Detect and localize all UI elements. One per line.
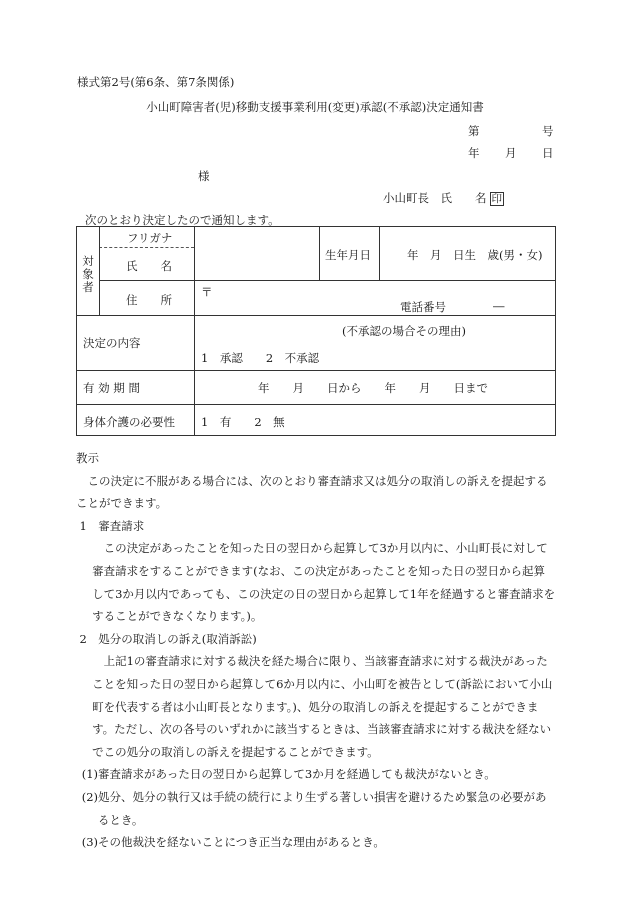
phone-label: 電話番号: [400, 300, 446, 314]
target-label: 対象者: [82, 254, 94, 294]
item-2: (2)処分、処分の執行又は手続の続行により生ずる著しい損害を避けるため緊急の必要があるとき。: [81, 789, 547, 827]
issuer-name: 小山町長 氏 名: [383, 191, 487, 205]
validity-value: 年 月 日から 年 月 日まで: [258, 381, 488, 395]
decision-reason: (不承認の場合その理由): [342, 324, 466, 338]
furigana-label: フリガナ: [127, 231, 173, 245]
section-1-body: この決定があったことを知った日の翌日から起算して3か月以内に、小山町長に対して審査請求をすることができます(なお、この決定があったことを知った日の翌日から起算して3か月以内であっても、この決定の日の翌日から起算して1年を経過すると審査請求をすることができなくなります。)。: [92, 541, 556, 624]
instruction-section: [76, 447, 556, 854]
seal-mark: 印: [491, 193, 502, 205]
furigana-field[interactable]: [195, 228, 318, 247]
postal-mark: 〒: [201, 285, 213, 299]
name-label: 氏 名: [126, 259, 172, 273]
date-year: 年: [468, 146, 480, 160]
section-2-title: 2 処分の取消しの訴え(取消訴訟): [79, 631, 257, 646]
number-prefix: 第: [468, 124, 480, 138]
issuer-line: [383, 190, 504, 206]
care-label: 身体介護の必要性: [83, 415, 175, 429]
number-suffix: 号: [542, 124, 554, 138]
document-title: 小山町障害者(児)移動支援事業利用(変更)承認(不承認)決定通知書: [146, 100, 484, 114]
instruction-intro: この決定に不服がある場合には、次のとおり審査請求又は処分の取消しの訴えを提起することができます。: [76, 473, 548, 511]
intro-text: 次のとおり決定したので通知します。: [85, 213, 280, 227]
item-1: (1)審査請求があった日の翌日から起算して3か月を経過しても裁決がないとき。: [81, 767, 496, 782]
address-label: 住 所: [126, 293, 172, 307]
date-month: 月: [505, 146, 517, 160]
addressee-suffix: 様: [198, 169, 210, 183]
phone-dash: ―: [493, 299, 505, 313]
date-day: 日: [542, 146, 554, 160]
name-field[interactable]: [195, 248, 318, 279]
form-number: 様式第2号(第6条、第7条関係): [77, 75, 235, 89]
dob-value: 年 月 日生 歳(男・女): [407, 248, 543, 262]
validity-label: 有 効 期 間: [83, 381, 140, 395]
instruction-heading: 教示: [76, 451, 99, 465]
dob-label: 生年月日: [325, 248, 371, 262]
decision-table: [76, 226, 556, 436]
decision-label: 決定の内容: [83, 336, 141, 350]
decision-options: 1 承認 2 不承認: [201, 351, 320, 365]
section-1-title: 1 審査請求: [79, 518, 145, 533]
care-options: 1 有 2 無: [201, 415, 285, 429]
item-3: (3)その他裁決を経ないことにつき正当な理由があるとき。: [81, 835, 385, 850]
section-2-body: 上記1の審査請求に対する裁決を経た場合に限り、当該審査請求に対する裁決があったことを知った日の翌日から起算して6か月以内に、小山町を被告として(訴訟において小山町を代表する者は小山町長となります。)、処分の取消しの訴えを提起することができます。ただし、次の各号のいずれかに該当するときは、当該審査請求に対する裁決を経ないでこの処分の取消しの訴えを提起することができます。: [92, 654, 553, 759]
